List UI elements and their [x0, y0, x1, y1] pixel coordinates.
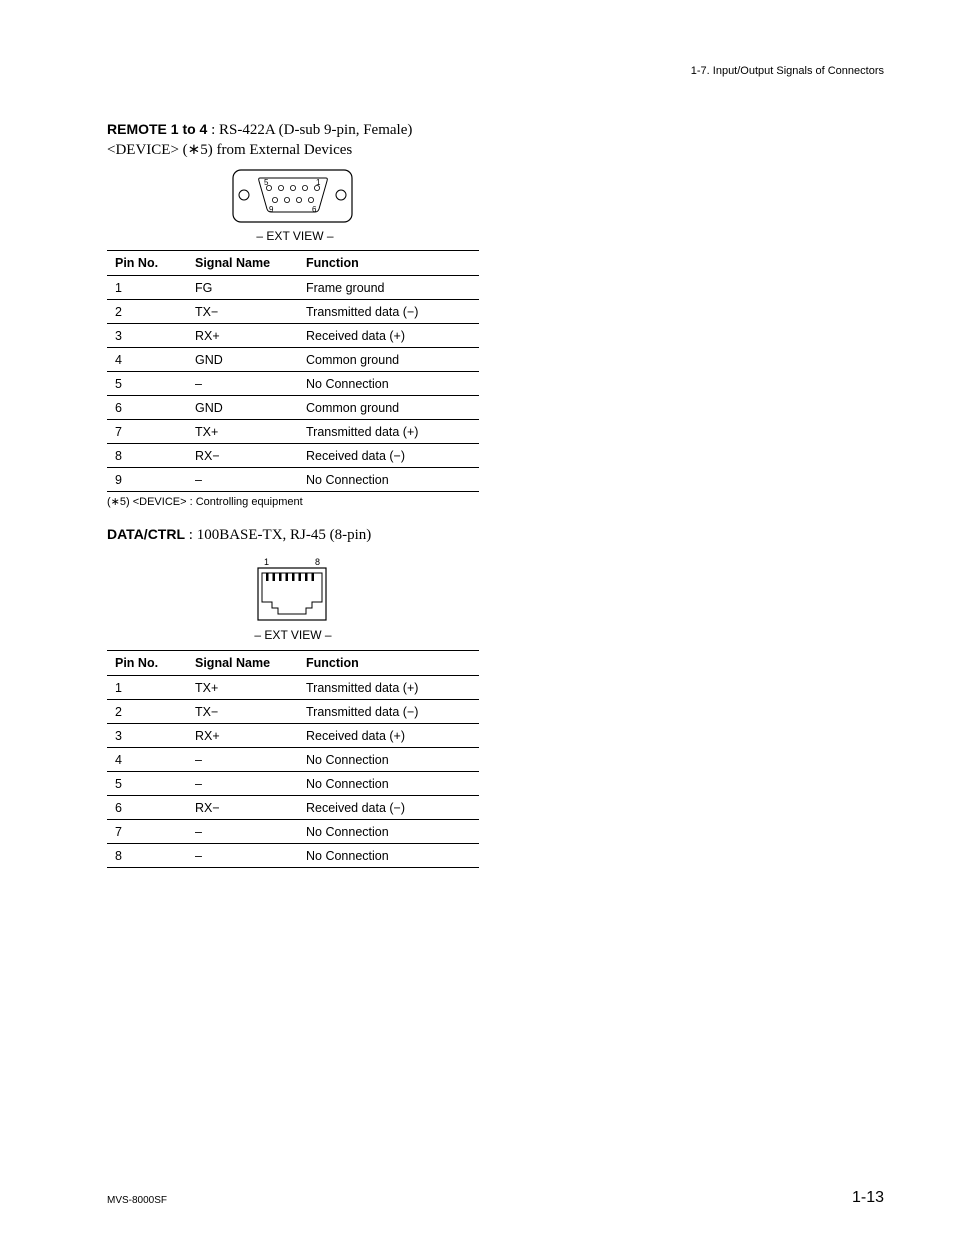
data-ctrl-pin-table	[107, 650, 479, 868]
cell-function: Transmitted data (−)	[298, 300, 479, 324]
dsub-pin-label-9: 9	[269, 205, 274, 214]
column-header-function: Function	[298, 651, 479, 676]
data-ctrl-ext-view-caption: – EXT VIEW –	[254, 628, 332, 642]
cell-signal-name: TX+	[187, 420, 298, 444]
dsub-mount-hole-left	[239, 190, 249, 200]
cell-signal-name: RX+	[187, 724, 298, 748]
cell-function: Received data (−)	[298, 796, 479, 820]
remote-title-rest: : RS-422A (D-sub 9-pin, Female)	[207, 122, 413, 138]
cell-pin-no: 1	[107, 676, 187, 700]
cell-pin-no: 8	[107, 844, 187, 868]
cell-function: No Connection	[298, 820, 479, 844]
cell-pin-no: 6	[107, 796, 187, 820]
data-ctrl-title-rest: : 100BASE-TX, RJ-45 (8-pin)	[185, 527, 372, 543]
data-ctrl-section-title	[107, 525, 371, 544]
cell-pin-no: 7	[107, 820, 187, 844]
remote-title-bold: REMOTE 1 to 4	[107, 121, 208, 137]
cell-pin-no: 3	[107, 324, 187, 348]
page-number: 1-13	[851, 1189, 884, 1206]
cell-function: Received data (+)	[298, 324, 479, 348]
cell-function: Received data (+)	[298, 724, 479, 748]
column-header-signal-name: Signal Name	[187, 651, 298, 676]
table-row	[107, 796, 479, 820]
table-row	[107, 420, 479, 444]
cell-signal-name: TX−	[187, 300, 298, 324]
table-row	[107, 700, 479, 724]
cell-pin-no: 4	[107, 348, 187, 372]
cell-pin-no: 5	[107, 372, 187, 396]
cell-signal-name: GND	[187, 396, 298, 420]
cell-pin-no: 2	[107, 700, 187, 724]
cell-signal-name: RX+	[187, 324, 298, 348]
table-row	[107, 396, 479, 420]
cell-function: No Connection	[298, 468, 479, 492]
footer-model: MVS-8000SF	[107, 1195, 168, 1206]
remote-section-title	[107, 120, 412, 139]
cell-signal-name: –	[187, 372, 298, 396]
cell-signal-name: TX+	[187, 676, 298, 700]
cell-pin-no: 2	[107, 300, 187, 324]
data-ctrl-title-bold: DATA/CTRL	[107, 526, 186, 542]
cell-function: Common ground	[298, 348, 479, 372]
dsub-pin-label-5: 5	[264, 178, 269, 187]
table-row	[107, 748, 479, 772]
rj45-contacts	[266, 573, 314, 581]
cell-pin-no: 3	[107, 724, 187, 748]
dsub-pin-label-6: 6	[312, 205, 317, 214]
cell-function: No Connection	[298, 772, 479, 796]
table-row	[107, 348, 479, 372]
cell-pin-no: 9	[107, 468, 187, 492]
dsub9-connector-diagram	[228, 167, 358, 227]
table-row	[107, 676, 479, 700]
rj45-connector-diagram	[250, 554, 334, 624]
cell-signal-name: GND	[187, 348, 298, 372]
cell-pin-no: 5	[107, 772, 187, 796]
cell-signal-name: –	[187, 820, 298, 844]
dsub-pins	[266, 185, 319, 202]
table-header-row	[107, 651, 479, 676]
cell-pin-no: 7	[107, 420, 187, 444]
cell-signal-name: –	[187, 748, 298, 772]
column-header-pin-no: Pin No.	[107, 651, 187, 676]
cell-function: No Connection	[298, 844, 479, 868]
table-row	[107, 372, 479, 396]
dsub-pin-label-1: 1	[316, 178, 321, 187]
cell-signal-name: –	[187, 844, 298, 868]
cell-function: No Connection	[298, 748, 479, 772]
cell-signal-name: –	[187, 468, 298, 492]
cell-function: Frame ground	[298, 276, 479, 300]
table-row	[107, 844, 479, 868]
table-row	[107, 444, 479, 468]
table-row	[107, 820, 479, 844]
cell-function: Transmitted data (−)	[298, 700, 479, 724]
cell-signal-name: RX−	[187, 796, 298, 820]
column-header-signal-name: Signal Name	[187, 251, 298, 276]
cell-function: Common ground	[298, 396, 479, 420]
running-header: 1-7. Input/Output Signals of Connectors	[690, 65, 884, 77]
cell-function: Transmitted data (+)	[298, 420, 479, 444]
table-row	[107, 324, 479, 348]
rj45-pin-label-8: 8	[315, 557, 321, 567]
cell-pin-no: 1	[107, 276, 187, 300]
table-row	[107, 724, 479, 748]
table-row	[107, 468, 479, 492]
cell-pin-no: 6	[107, 396, 187, 420]
cell-pin-no: 4	[107, 748, 187, 772]
column-header-pin-no: Pin No.	[107, 251, 187, 276]
cell-signal-name: FG	[187, 276, 298, 300]
cell-signal-name: –	[187, 772, 298, 796]
remote-ext-view-caption: – EXT VIEW –	[256, 229, 334, 243]
column-header-function: Function	[298, 251, 479, 276]
device-footnote: (∗5) <DEVICE> : Controlling equipment	[107, 496, 303, 508]
table-header-row	[107, 251, 479, 276]
dsub-mount-hole-right	[336, 190, 346, 200]
rj45-pin-label-1: 1	[264, 557, 270, 567]
remote-subtitle: <DEVICE> (∗5) from External Devices	[107, 142, 353, 158]
table-row	[107, 772, 479, 796]
table-row	[107, 300, 479, 324]
cell-function: Transmitted data (+)	[298, 676, 479, 700]
cell-function: No Connection	[298, 372, 479, 396]
cell-signal-name: TX−	[187, 700, 298, 724]
cell-signal-name: RX−	[187, 444, 298, 468]
table-row	[107, 276, 479, 300]
cell-function: Received data (−)	[298, 444, 479, 468]
remote-pin-table	[107, 250, 479, 492]
cell-pin-no: 8	[107, 444, 187, 468]
